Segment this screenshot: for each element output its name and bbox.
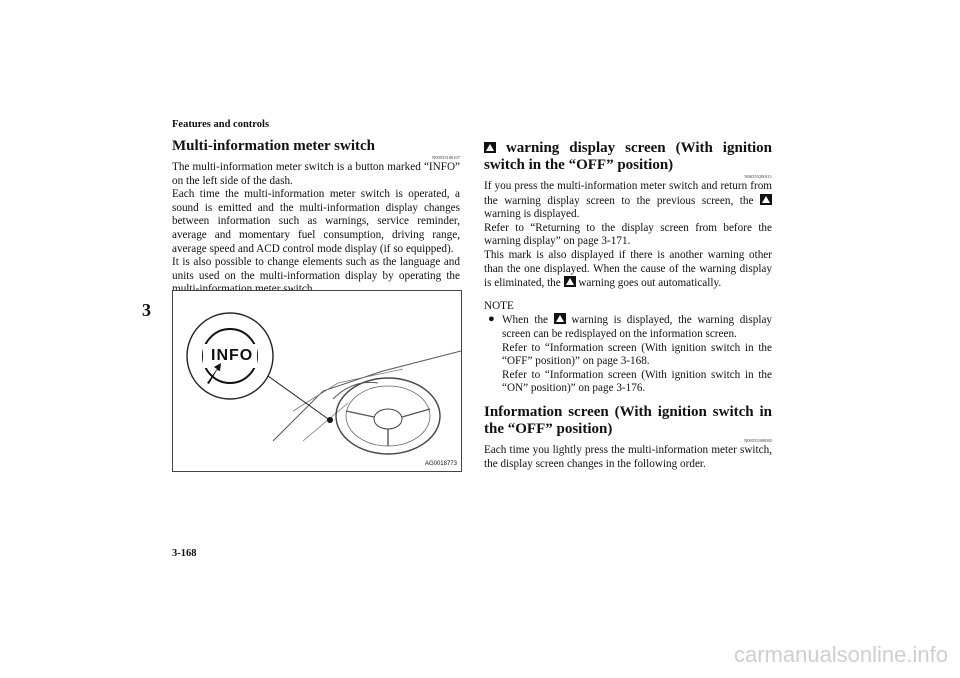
note-item: ● When the warning is displayed, the warning display screen can be redisplayed on the information screen. Refer to “Information screen (With ignition switch in the “OFF” position)” on page 3-168. Refer to “Information screen (With ignition switch in the “ON” position)” on page 3-176. xyxy=(484,313,772,396)
info-button-text: INFO xyxy=(211,347,254,364)
left-column xyxy=(172,138,460,297)
watermark: carmanualsonline.info xyxy=(733,642,948,667)
bullet: ● xyxy=(488,313,495,326)
reference: Refer to “Information screen (With ignition switch in the “OFF” position)” on page 3-168. xyxy=(502,341,772,368)
paragraph: Each time the multi-information meter switch is operated, a sound is emitted and the multi-information display changes between information such as warnings, service reminder, average and momentary fuel consumption, driving range, average speed and ACD control mode display (if so equipped). xyxy=(172,188,460,255)
section-code: N00555200111 xyxy=(744,174,772,179)
warning-icon xyxy=(484,142,496,153)
dashboard-illustration xyxy=(173,291,461,471)
dashboard-figure xyxy=(172,290,462,472)
paragraph: It is also possible to change elements such as the language and units used on the multi-information display by operating the xyxy=(172,256,460,282)
paragraph: Refer to “Returning to the display screen from before the warning display” on page 3-171. xyxy=(484,221,772,248)
warning-icon xyxy=(760,194,772,205)
page-number: 3-168 xyxy=(172,548,197,559)
paragraph: If you press the multi-information meter switch and return from the warning display screen to the previous screen, the warning is displayed. xyxy=(484,180,772,221)
reference: Refer to “Information screen (With ignition switch in the “ON” position)” on page 3-176. xyxy=(502,368,772,395)
figure-label: AG0018773 xyxy=(424,461,457,467)
section-code: N00555300082 xyxy=(744,437,772,443)
section-title-information-screen: Information screen (With ignition switch in the “OFF” position) xyxy=(484,403,772,437)
paragraph: The multi-information meter switch is a button marked “INFO” on the left side of the dash. xyxy=(172,161,460,187)
section-title-warning-display: warning display screen (With ignition switch in the “OFF” position) xyxy=(484,140,772,173)
right-column xyxy=(484,140,772,471)
section-code: N00555100107 xyxy=(432,155,460,160)
warning-icon xyxy=(554,313,566,324)
warning-icon xyxy=(564,276,576,287)
running-header: Features and controls xyxy=(172,119,270,130)
section-title-multi-info-switch: Multi-information meter switch xyxy=(172,138,376,154)
paragraph: Each time you lightly press the multi-information meter switch, the display screen changes in the following order. xyxy=(484,443,772,470)
chapter-number: 3 xyxy=(142,300,151,320)
note-label: NOTE xyxy=(484,299,514,312)
paragraph: This mark is also displayed if there is another warning other than the one displayed. When the cause of the warning display is eliminated, the warning goes out automatically. xyxy=(484,248,772,290)
